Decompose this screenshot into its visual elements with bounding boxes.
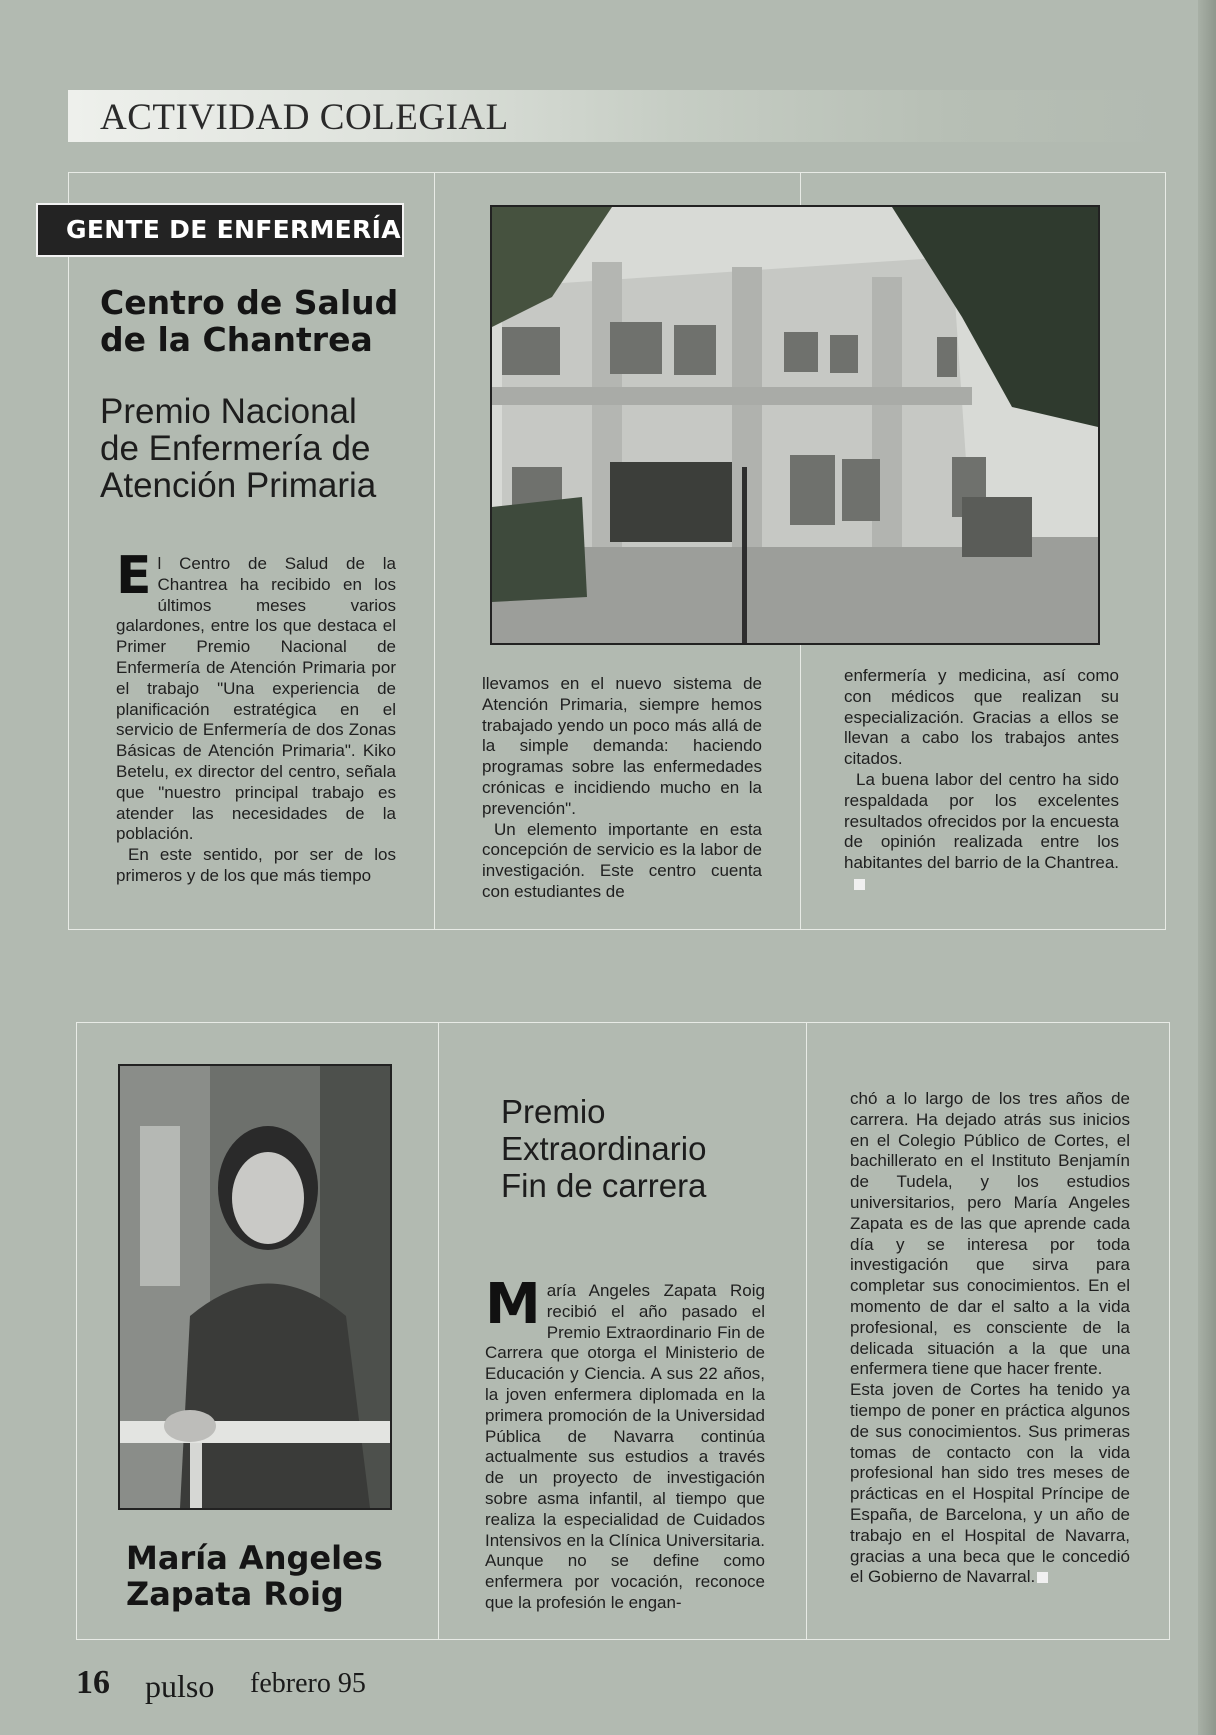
article2-name-line: María Angeles — [126, 1539, 383, 1577]
article1-headline-line: Centro de Salud — [100, 283, 399, 322]
article2-column-rule — [806, 1022, 807, 1640]
article2-subhead-line: Fin de carrera — [501, 1167, 707, 1204]
article2-name — [126, 1540, 426, 1612]
article2-column-rule — [438, 1022, 439, 1640]
section-kicker: GENTE DE ENFERMERÍA — [36, 203, 404, 257]
article2-paragraph — [485, 1272, 765, 1614]
portrait-photo — [118, 1064, 392, 1510]
article1-headline — [100, 284, 420, 358]
magazine-name: pulso — [145, 1668, 215, 1704]
article2-name-line: Zapata Roig — [126, 1575, 344, 1613]
article1-paragraph — [116, 546, 396, 845]
article2-subhead-line: Premio — [501, 1093, 606, 1130]
article2-dropcap: M — [485, 1272, 541, 1337]
building-photo — [490, 205, 1100, 645]
article1-dropcap: E — [116, 546, 152, 606]
portrait-illustration — [120, 1066, 390, 1508]
section-title: ACTIVIDAD COLEGIAL — [100, 97, 509, 138]
article1-subhead-line: Premio Nacional — [100, 392, 357, 431]
article1-column-3 — [844, 666, 1119, 895]
end-mark-icon — [1037, 1572, 1048, 1583]
article1-paragraph: enfermería y medicina, así como con médicos que realizan su especialización. Gracias a ellos se llevan a cabo los trabajos antes citados. — [844, 666, 1119, 769]
article2-column-3 — [850, 1089, 1130, 1588]
article1-paragraph-text: La buena labor del centro ha sido respaldada por los excelentes resultados ofrecidos por la encuesta de opinión realizada entre los habitantes del barrio de la Chantrea. — [844, 769, 1120, 873]
article1-paragraph-text: l Centro de Salud de la Chantrea ha recibido en los últimos meses varios galardones, entre los que destaca el Primer Premio Nacional de Enfermería de Atención Primaria por el trabajo "Una experiencia de planificación estratégica en el servicio de Enfermería de dos Zonas Básicas de Atención Primaria". Kiko Betelu, ex director del centro, señala que "nuestro principal trabajo es atender las necesidades de la población. — [116, 554, 396, 844]
article2-paragraph: chó a lo largo de los tres años de carrera. Ha dejado atrás sus inicios en el Colegio Público de Cortes, el bachillerato en el Instituto Benjamín de Tudela, y los estudios universitarios, pero María Angeles Zapata es de las que aprende cada día y se interesa por toda investigación que sirva para completar sus conocimientos. En el momento de dar el salto a la vida profesional, es consciente de la delicada situación a la que una enfermera tiene que hacer frente. — [850, 1089, 1130, 1379]
article1-paragraph: llevamos en el nuevo sistema de Atención Primaria, siempre hemos trabajado yendo un poco más allá de la simple demanda: haciendo programas sobre las enfermedades crónicas e incidiendo mucho en la prevención". — [482, 674, 762, 818]
article2-paragraph-text: aría Angeles Zapata Roig recibió el año pasado el Premio Extraordinario Fin de Carrera que otorga el Ministerio de Educación y Ciencia. A sus 22 años, la joven enfermera diplomada en la primera promoción de la Universidad Pública de Navarra continúa actualmente sus estudios a través de un proyecto de investigación sobre asma infantil, al tiempo que realiza la especialidad de Cuidados Intensivos en la Clínica Universitaria. Aunque no se define como enfermera por vocación, reconoce que la profesión le engan- — [485, 1281, 765, 1612]
page-edge — [1198, 0, 1216, 1735]
page-number: 16 — [76, 1664, 110, 1701]
article2-paragraph-text: Esta joven de Cortes ha tenido ya tiempo de poner en práctica algunos de sus conocimientos. Sus primeras tomas de contacto con la vida profesional han sido tres meses de prácticas en el Hospital Príncipe de España, de Barcelona, y un año de trabajo en el Hospital de Navarra, gracias a una beca que le concedió el Gobierno de Navarral. — [850, 1380, 1130, 1587]
article2-column-2 — [485, 1272, 765, 1614]
article1-paragraph — [844, 770, 1119, 895]
article1-subhead — [100, 393, 430, 504]
article1-column-2 — [482, 674, 762, 903]
article1-paragraph: En este sentido, por ser de los primeros y de los que más tiempo — [116, 845, 396, 885]
article2-paragraph — [850, 1380, 1130, 1588]
article1-paragraph: Un elemento importante en esta concepción de servicio es la labor de investigación. Este centro cuenta con estudiantes de — [482, 819, 762, 901]
building-illustration — [492, 207, 1098, 643]
article2-subhead — [501, 1093, 791, 1204]
article1-column-1 — [116, 546, 396, 887]
article1-subhead-line: de Enfermería de — [100, 429, 371, 468]
article1-column-rule — [434, 172, 435, 930]
end-mark-icon — [854, 879, 865, 890]
article2-subhead-line: Extraordinario — [501, 1130, 707, 1167]
issue-date: febrero 95 — [250, 1668, 366, 1699]
article1-subhead-line: Atención Primaria — [100, 466, 377, 505]
article1-headline-line: de la Chantrea — [100, 320, 373, 359]
